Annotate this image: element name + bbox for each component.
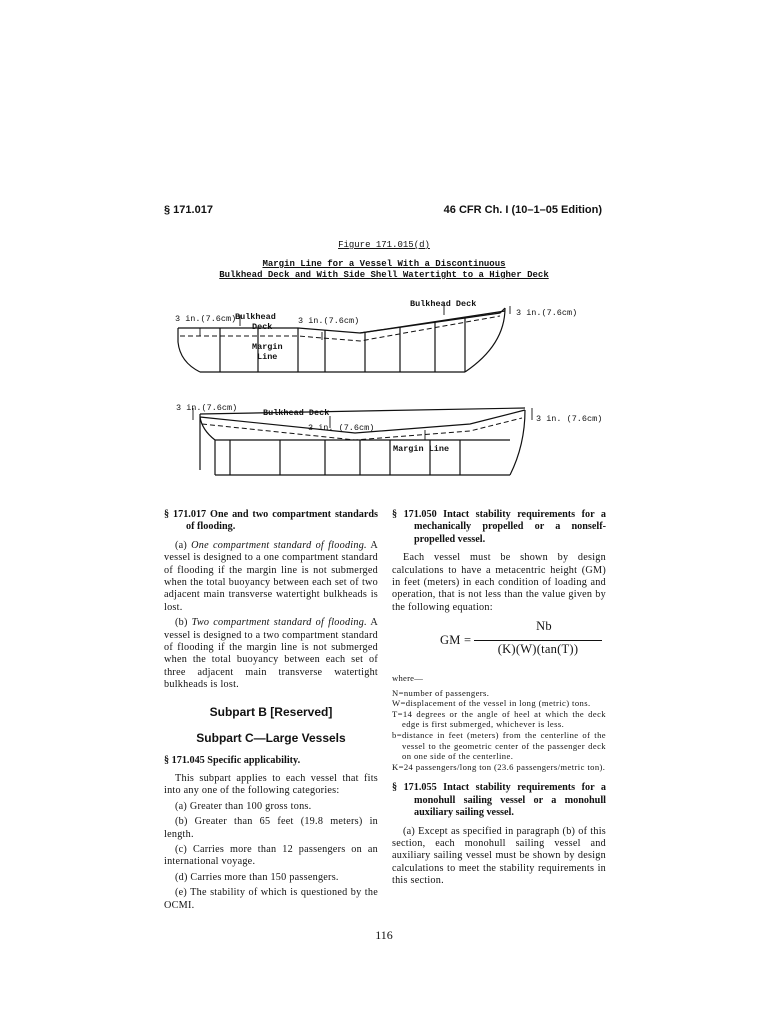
page-number: 116 — [375, 928, 393, 942]
top-bulkhead-deck-label-a: Bulkhead — [235, 312, 276, 322]
definition-n: N=number of passengers. — [392, 687, 490, 698]
section-171-045-b: (b) Greater than 65 feet (19.8 meters) in length. — [164, 816, 378, 840]
where-label: where— — [392, 673, 424, 684]
bottom-bulkhead-deck-label: Bulkhead Deck — [263, 408, 330, 418]
running-header-section: § 171.017 — [164, 204, 213, 216]
top-mid-dim-label: 3 in.(7.6cm) — [298, 316, 360, 326]
bottom-margin-line-label: Margin Line — [393, 444, 450, 454]
definition-b: b=distance in feet (meters) from the centerline of the vessel to the geometric center of the passenger deck on one side of the centerline. — [392, 730, 606, 762]
vessel-diagram-top — [160, 290, 600, 400]
running-header-edition: 46 CFR Ch. I (10–1–05 Edition) — [443, 204, 602, 216]
section-171-055-a: (a) Except as specified in paragraph (b) of this section, each monohull sailing vessel and auxiliary sailing vessel must be shown by design calculations to meet the stability requirements in this section. — [392, 825, 606, 887]
section-171-045-heading: § 171.045 Specific applicability. — [164, 754, 301, 766]
section-171-045-e: (e) The stability of which is questioned by the OCMI. — [164, 887, 378, 911]
section-171-050-heading: § 171.050 Intact stability requirements for a mechanically propelled or a nonself-propelled vessel. — [392, 509, 606, 545]
subpart-b-heading: Subpart B [Reserved] — [209, 704, 333, 719]
bottom-right-dim-label: 3 in. (7.6cm) — [536, 414, 603, 424]
section-171-045-a: (a) Greater than 100 gross tons. — [175, 800, 312, 812]
top-margin-label-a: Margin — [252, 342, 283, 352]
section-171-045-intro: This subpart applies to each vessel that fits into any one of the following categories: — [164, 772, 378, 797]
definition-w: W=displacement of the vessel in long (metric) tons. — [392, 698, 591, 709]
top-left-dim-label: 3 in.(7.6cm) — [175, 314, 237, 324]
bottom-mid-dim-label: 3 in. (7.6cm) — [308, 423, 375, 433]
figure-title-line1: Margin Line for a Vessel With a Discontinuous — [262, 259, 506, 269]
section-171-045-c: (c) Carries more than 12 passengers on an international voyage. — [164, 843, 378, 868]
left-column — [164, 509, 378, 915]
figure-number: Figure 171.015(d) — [338, 240, 430, 250]
section-171-017-a: (a) One compartment standard of flooding. A vessel is designed to a one compartment standard of flooding if the margin line is not submerged when the total buoyancy between each set of two adjacent main transverse watertight bulkheads is lost. — [164, 539, 379, 613]
section-171-055-heading: § 171.055 Intact stability requirements for a monohull sailing vessel or a monohull auxiliary sailing vessel. — [392, 782, 606, 819]
equation-numerator: Nb — [536, 619, 552, 634]
right-column — [392, 509, 606, 891]
top-right-dim-label: 3 in.(7.6cm) — [516, 308, 578, 318]
section-171-045-d: (d) Carries more than 150 passengers. — [175, 871, 339, 883]
top-bulkhead-deck-right-label: Bulkhead Deck — [410, 299, 477, 309]
bottom-left-dim-label: 3 in.(7.6cm) — [176, 403, 238, 413]
top-margin-label-b: Line — [257, 352, 278, 362]
section-171-050-text: Each vessel must be shown by design calculations to have a metacentric height (GM) in feet (meters) in each condition of loading and operation, that is not less than the value given by the following equation: — [392, 552, 606, 613]
equation-fraction-bar — [474, 640, 602, 641]
gm-equation — [392, 618, 606, 666]
equation-lhs: GM = — [440, 633, 472, 648]
definition-t: T=14 degrees or the angle of heel at which the deck edge is first submerged, whichever is less. — [392, 708, 606, 730]
section-171-017-b: (b) Two compartment standard of flooding. A vessel is designed to a two compartment standard of flooding if the margin line is not submerged when the total buoyancy between each set of three adjacent main transverse watertight bulkheads is lost. — [164, 617, 378, 691]
definition-k: K=24 passengers/long ton (23.6 passengers/metric ton). — [392, 761, 606, 772]
section-171-017-heading: § 171.017 One and two compartment standards of flooding. — [164, 509, 378, 533]
subpart-c-heading: Subpart C—Large Vessels — [196, 731, 346, 746]
figure-title-line2: Bulkhead Deck and With Side Shell Watertight to a Higher Deck — [219, 270, 549, 280]
equation-denominator: (K)(W)(tan(T)) — [497, 642, 579, 657]
top-bulkhead-deck-label-b: Deck — [252, 322, 273, 332]
